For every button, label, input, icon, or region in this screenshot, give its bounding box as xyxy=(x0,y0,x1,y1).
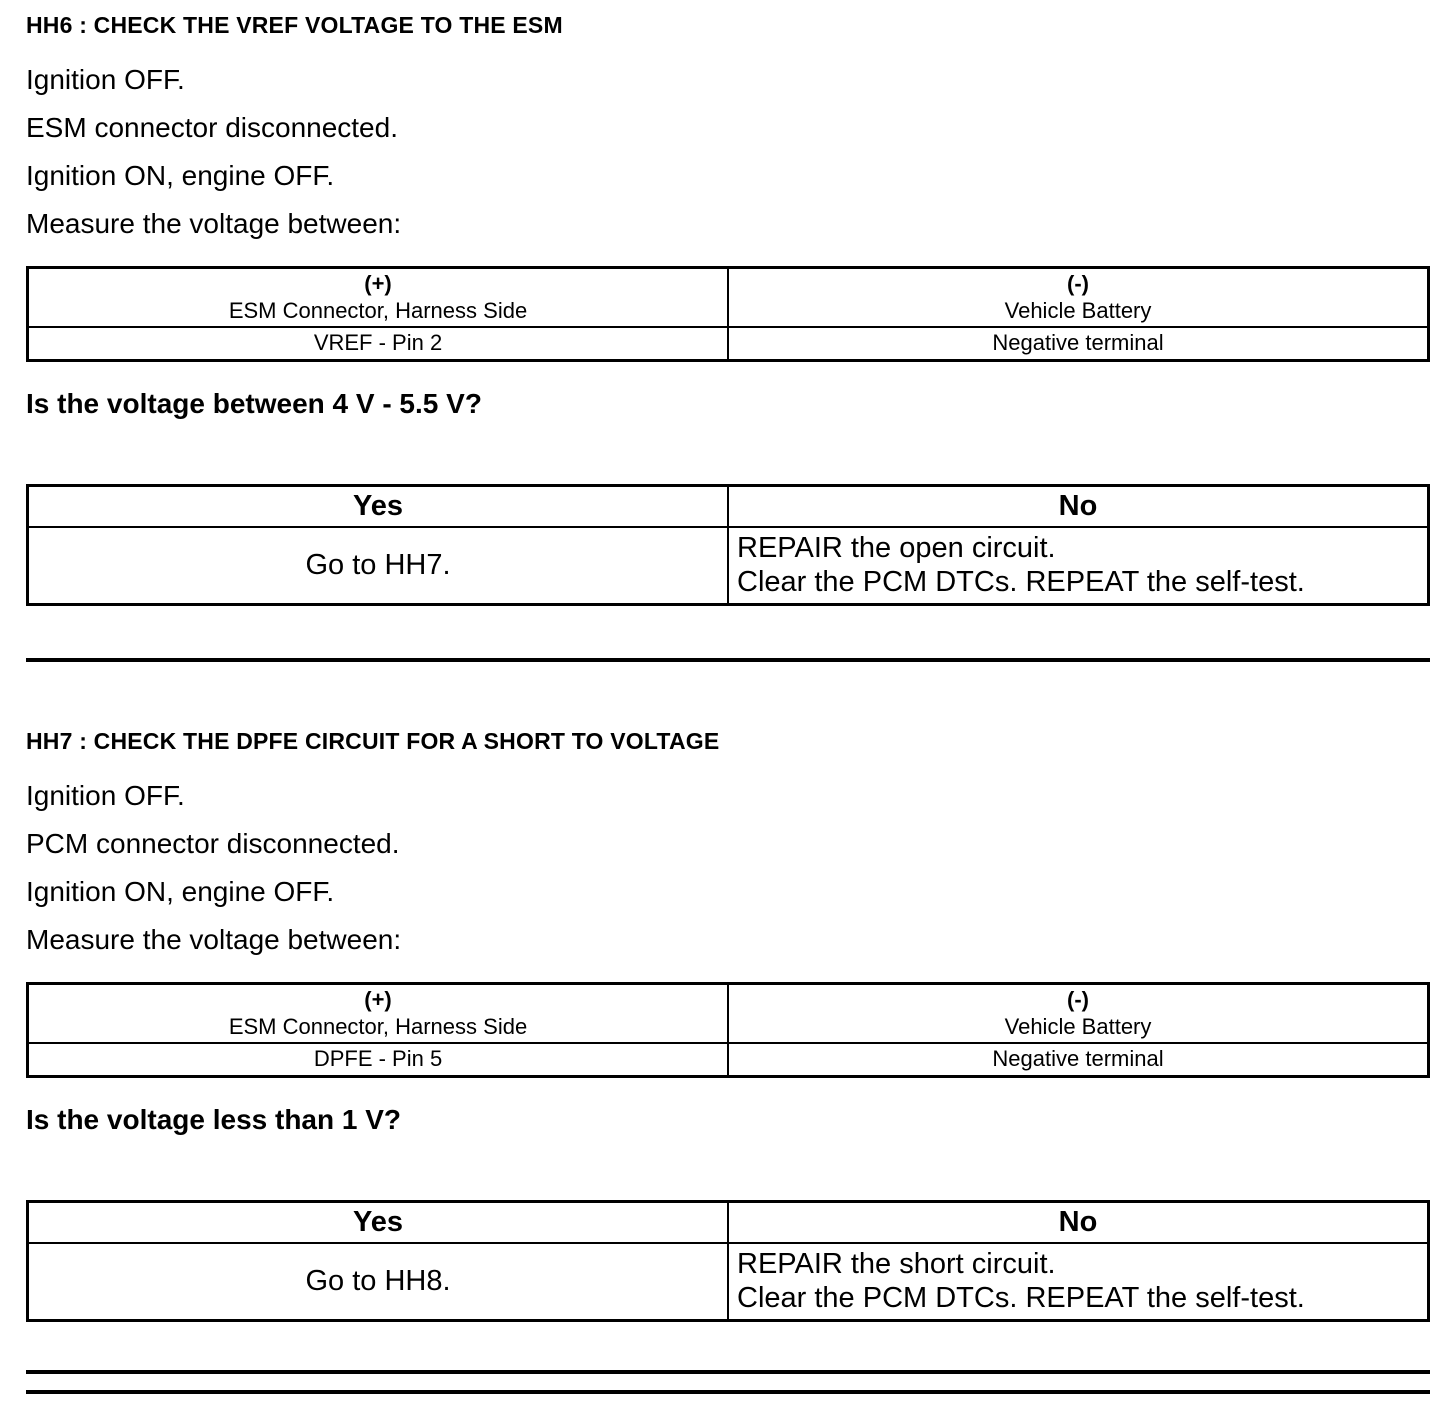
section-heading: HH6 : CHECK THE VREF VOLTAGE TO THE ESM xyxy=(26,12,563,38)
section-heading: HH7 : CHECK THE DPFE CIRCUIT FOR A SHORT TO VOLTAGE xyxy=(26,728,720,755)
positive-header-cell xyxy=(28,268,729,327)
no-action-cell xyxy=(728,1243,1429,1321)
procedure-step: Measure the voltage between: xyxy=(26,924,402,956)
negative-point-cell: Negative terminal xyxy=(728,1043,1429,1076)
measurement-table xyxy=(26,982,1430,1077)
decision-action-row xyxy=(28,527,1429,605)
decision-action-row xyxy=(28,1243,1429,1321)
procedure-step: Ignition ON, engine OFF. xyxy=(26,876,335,908)
negative-polarity-label: (-) xyxy=(1067,271,1089,297)
section-hh7 xyxy=(26,728,1430,1322)
no-action-line: REPAIR the open circuit. xyxy=(737,531,1056,564)
negative-header-cell xyxy=(728,268,1429,327)
yes-action-cell: Go to HH8. xyxy=(28,1243,729,1321)
measurement-header-row xyxy=(28,984,1429,1043)
section-divider xyxy=(26,658,1430,662)
positive-source-label: ESM Connector, Harness Side xyxy=(228,1013,528,1039)
negative-header-cell xyxy=(728,984,1429,1043)
test-question: Is the voltage less than 1 V? xyxy=(26,1103,402,1135)
no-header-cell: No xyxy=(728,1201,1429,1242)
no-action-cell xyxy=(728,527,1429,605)
measurement-table xyxy=(26,266,1430,361)
yes-action-cell: Go to HH7. xyxy=(28,527,729,605)
measurement-value-row xyxy=(28,327,1429,360)
procedure-step: Ignition OFF. xyxy=(26,779,185,811)
no-action-line: Clear the PCM DTCs. REPEAT the self-test. xyxy=(737,566,1305,599)
positive-header-cell xyxy=(28,984,729,1043)
no-action-line: REPAIR the short circuit. xyxy=(737,1247,1056,1280)
positive-polarity-label: (+) xyxy=(364,271,392,297)
test-question: Is the voltage between 4 V - 5.5 V? xyxy=(26,387,482,419)
decision-table xyxy=(26,484,1430,606)
negative-point-cell: Negative terminal xyxy=(728,327,1429,360)
yes-header-cell: Yes xyxy=(28,1201,729,1242)
measurement-header-row xyxy=(28,268,1429,327)
procedure-step: ESM connector disconnected. xyxy=(26,111,398,143)
yes-header-cell: Yes xyxy=(28,485,729,526)
procedure-step: Ignition ON, engine OFF. xyxy=(26,159,335,191)
section-hh6 xyxy=(26,12,1430,606)
procedure-step: Ignition OFF. xyxy=(26,63,185,95)
procedure-step: PCM connector disconnected. xyxy=(26,827,400,859)
negative-polarity-label: (-) xyxy=(1067,987,1089,1013)
positive-polarity-label: (+) xyxy=(364,987,392,1013)
no-header-cell: No xyxy=(728,485,1429,526)
negative-source-label: Vehicle Battery xyxy=(1004,1013,1152,1039)
positive-source-label: ESM Connector, Harness Side xyxy=(228,297,528,323)
section-divider xyxy=(26,1390,1430,1394)
positive-point-cell: VREF - Pin 2 xyxy=(28,327,729,360)
procedure-step: Measure the voltage between: xyxy=(26,208,402,240)
positive-point-cell: DPFE - Pin 5 xyxy=(28,1043,729,1076)
measurement-value-row xyxy=(28,1043,1429,1076)
negative-source-label: Vehicle Battery xyxy=(1004,297,1152,323)
no-action-line: Clear the PCM DTCs. REPEAT the self-test. xyxy=(737,1282,1305,1315)
decision-table xyxy=(26,1200,1430,1322)
decision-header-row xyxy=(28,1201,1429,1242)
section-divider xyxy=(26,1370,1430,1374)
decision-header-row xyxy=(28,485,1429,526)
